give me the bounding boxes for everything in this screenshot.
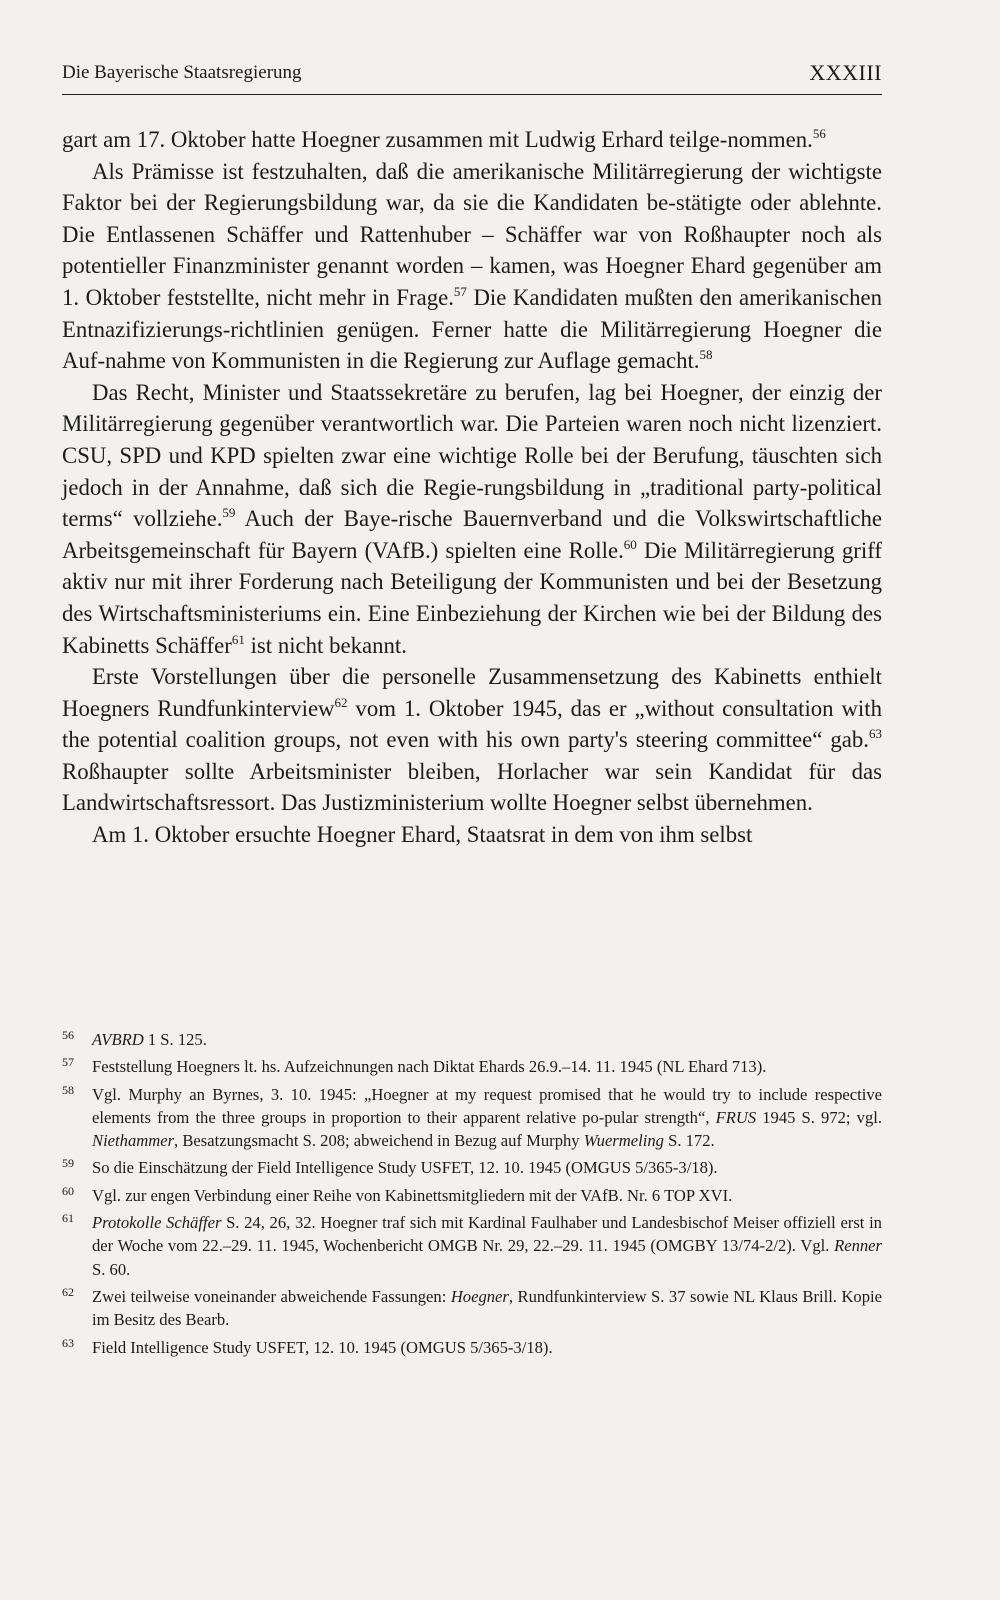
footnote-61 — [62, 1211, 882, 1281]
footnote-number: 62 — [62, 1284, 74, 1299]
footnote-62 — [62, 1285, 882, 1332]
footnote-number: 59 — [62, 1156, 74, 1171]
paragraph-text: vom 1. Oktober 1945, das er „without consultation with the potential coalition groups, not even with his own party's steering committee“ gab. — [62, 695, 882, 753]
paragraph-text: Am 1. Oktober ersuchte Hoegner Ehard, Staatsrat in dem von ihm selbst — [92, 822, 753, 848]
footnote-ref[interactable]: 58 — [699, 347, 713, 363]
footnote-segment: Feststellung Hoegners lt. hs. Aufzeichnungen nach Diktat Ehards 26.9.–14. 11. 1945 (NL Ehard 713). — [92, 1057, 767, 1077]
footnote-italic: Wuermeling — [583, 1131, 664, 1151]
footnote-56 — [62, 1028, 882, 1051]
footnote-segment: Field Intelligence Study USFET, 12. 10. 1945 (OMGUS 5/365-3/18). — [92, 1337, 553, 1357]
footnote-text — [92, 1156, 882, 1179]
paragraph-text: Das Recht, Minister und Staatssekretäre zu berufen, lag bei Hoegner, der einzig der Militärregierung gegenüber verantwortlich war. Die Parteien waren noch nicht lizenziert. CSU, SPD und KPD spielten zwar eine wichtige Rolle bei der Berufung, täuschten sich jedoch in der Annahme, daß sich die Regie-rungsbildung in „traditional party-political terms“ vollziehe. — [62, 379, 882, 532]
footnote-ref[interactable]: 62 — [334, 694, 348, 710]
paragraph-4 — [62, 661, 882, 819]
running-header — [62, 62, 882, 92]
footnote-60 — [62, 1184, 882, 1207]
footnote-ref[interactable]: 63 — [869, 726, 882, 742]
footnote-59 — [62, 1156, 882, 1179]
footnote-ref[interactable]: 57 — [453, 283, 467, 299]
footnote-text — [92, 1211, 882, 1281]
paragraph-text: Auch der Baye-rische Bauernverband und die Volkswirtschaftliche Arbeitsgemeinschaft für Bayern (VAfB.) spielten eine Rolle. — [62, 506, 883, 563]
footnote-italic: Hoegner — [450, 1286, 509, 1306]
footnote-text — [92, 1055, 882, 1078]
footnote-ref[interactable]: 56 — [812, 126, 826, 141]
paragraph-text: gart am 17. Oktober hatte Hoegner zusammen mit Ludwig Erhard teilge-nommen. — [62, 127, 813, 152]
footnote-text — [92, 1285, 882, 1332]
footnote-segment: , Besatzungsmacht S. 208; abweichend in Bezug auf Murphy — [174, 1131, 584, 1151]
paragraph-text: Erste Vorstellungen über die personelle Zusammensetzung des Kabinetts enthielt Hoegners Rundfunkinterview — [62, 664, 882, 721]
footnote-segment: So die Einschätzung der Field Intelligence Study USFET, 12. 10. 1945 (OMGUS 5/365-3/18). — [92, 1158, 718, 1178]
paragraph-2 — [62, 156, 882, 377]
footnote-number: 56 — [62, 1028, 74, 1042]
paragraph-text: Die Kandidaten mußten den amerikanischen Entnazifizierungs-richtlinien genügen. Ferner hatte die Militärregierung Hoegner die Auf-nahme von Kommunisten in die Regierung zur Auflage gemacht. — [62, 284, 883, 374]
footnote-number: 58 — [62, 1082, 74, 1097]
paragraph-1 — [62, 124, 882, 156]
main-text — [62, 124, 882, 851]
footnote-segment: Zwei teilweise voneinander abweichende Fassungen: — [92, 1286, 451, 1306]
footnote-segment: 1 S. 125. — [143, 1030, 207, 1049]
footnote-number: 63 — [62, 1335, 74, 1350]
footnote-ref[interactable]: 59 — [222, 505, 236, 521]
footnote-italic: Niethammer — [92, 1131, 175, 1151]
footnote-57 — [62, 1055, 882, 1078]
paragraph-text: Als Prämisse ist festzuhalten, daß die amerikanische Militärregierung der wichtigste Faktor bei der Regierungsbildung war, da sie die Kandidaten be-stätigte oder ablehnte. Die Entlassenen Schäffer und Rattenhuber – Schäffer war von Roßhaupter noch als potentieller Finanzminister genannt worden – kamen, was Hoegner Ehard gegenüber am 1. Oktober feststellte, nicht mehr in Frage. — [62, 158, 882, 310]
footnote-segment: 1945 S. 972; vgl. — [756, 1107, 883, 1127]
footnote-text — [92, 1028, 882, 1051]
footnote-number: 57 — [62, 1055, 74, 1070]
footnote-63 — [62, 1336, 882, 1359]
footnote-text — [92, 1184, 882, 1207]
running-title: Die Bayerische Staatsregierung — [62, 62, 302, 83]
footnote-italic: Protokolle Schäffer — [92, 1213, 222, 1233]
footnote-segment: S. 24, 26, 32. Hoegner traf sich mit Kardinal Faulhaber und Landesbischof Meiser offiziell erst in der Woche vom 22.–29. 11. 1945, Wochenbericht OMGB Nr. 29, 22.–29. 11. 1945 (OMGBY 13/74-2/2). Vgl. — [92, 1213, 882, 1256]
paragraph-5 — [62, 819, 882, 851]
footnote-italic: FRUS — [715, 1107, 757, 1127]
footnote-number: 60 — [62, 1183, 74, 1198]
footnote-text — [92, 1336, 882, 1359]
footnotes — [62, 1028, 882, 1363]
paragraph-text: Roßhaupter sollte Arbeitsminister bleiben, Horlacher war sein Kandidat für das Landwirtschaftsressort. Das Justizministerium wollte Hoegner selbst übernehmen. — [62, 758, 882, 816]
footnote-italic: Renner — [834, 1236, 882, 1256]
footnote-italic: AVBRD — [92, 1030, 144, 1049]
paragraph-text: ist nicht bekannt. — [244, 632, 407, 658]
paragraph-3 — [62, 377, 882, 661]
footnote-ref[interactable]: 61 — [231, 631, 245, 647]
footnote-segment: S. 60. — [92, 1259, 131, 1279]
page-number: XXXIII — [809, 60, 882, 85]
footnote-segment: S. 172. — [663, 1131, 715, 1151]
paragraph-text: Die Militärregierung griff aktiv nur mit ihrer Forderung nach Beteiligung der Kommunisten und bei der Besetzung des Wirtschaftsministeriums ein. Eine Einbeziehung der Kirchen wie bei der Bildung des Kabinetts Schäffer — [62, 537, 882, 658]
footnote-text — [92, 1083, 882, 1153]
footnote-ref[interactable]: 60 — [623, 536, 637, 552]
footnote-number: 61 — [62, 1211, 74, 1226]
footnote-segment: , Rundfunkinterview S. 37 sowie NL Klaus Brill. Kopie im Besitz des Bearb. — [92, 1286, 882, 1330]
footnote-segment: Vgl. zur engen Verbindung einer Reihe von Kabinettsmitgliedern mit der VAfB. Nr. 6 TOP XVI. — [92, 1185, 733, 1205]
footnote-58 — [62, 1083, 882, 1153]
footnote-segment: Vgl. Murphy an Byrnes, 3. 10. 1945: „Hoegner at my request promised that he would try to include respective elements from the three groups in proportion to their apparent relative po-pular strength“, — [92, 1084, 882, 1127]
header-rule — [62, 94, 882, 95]
